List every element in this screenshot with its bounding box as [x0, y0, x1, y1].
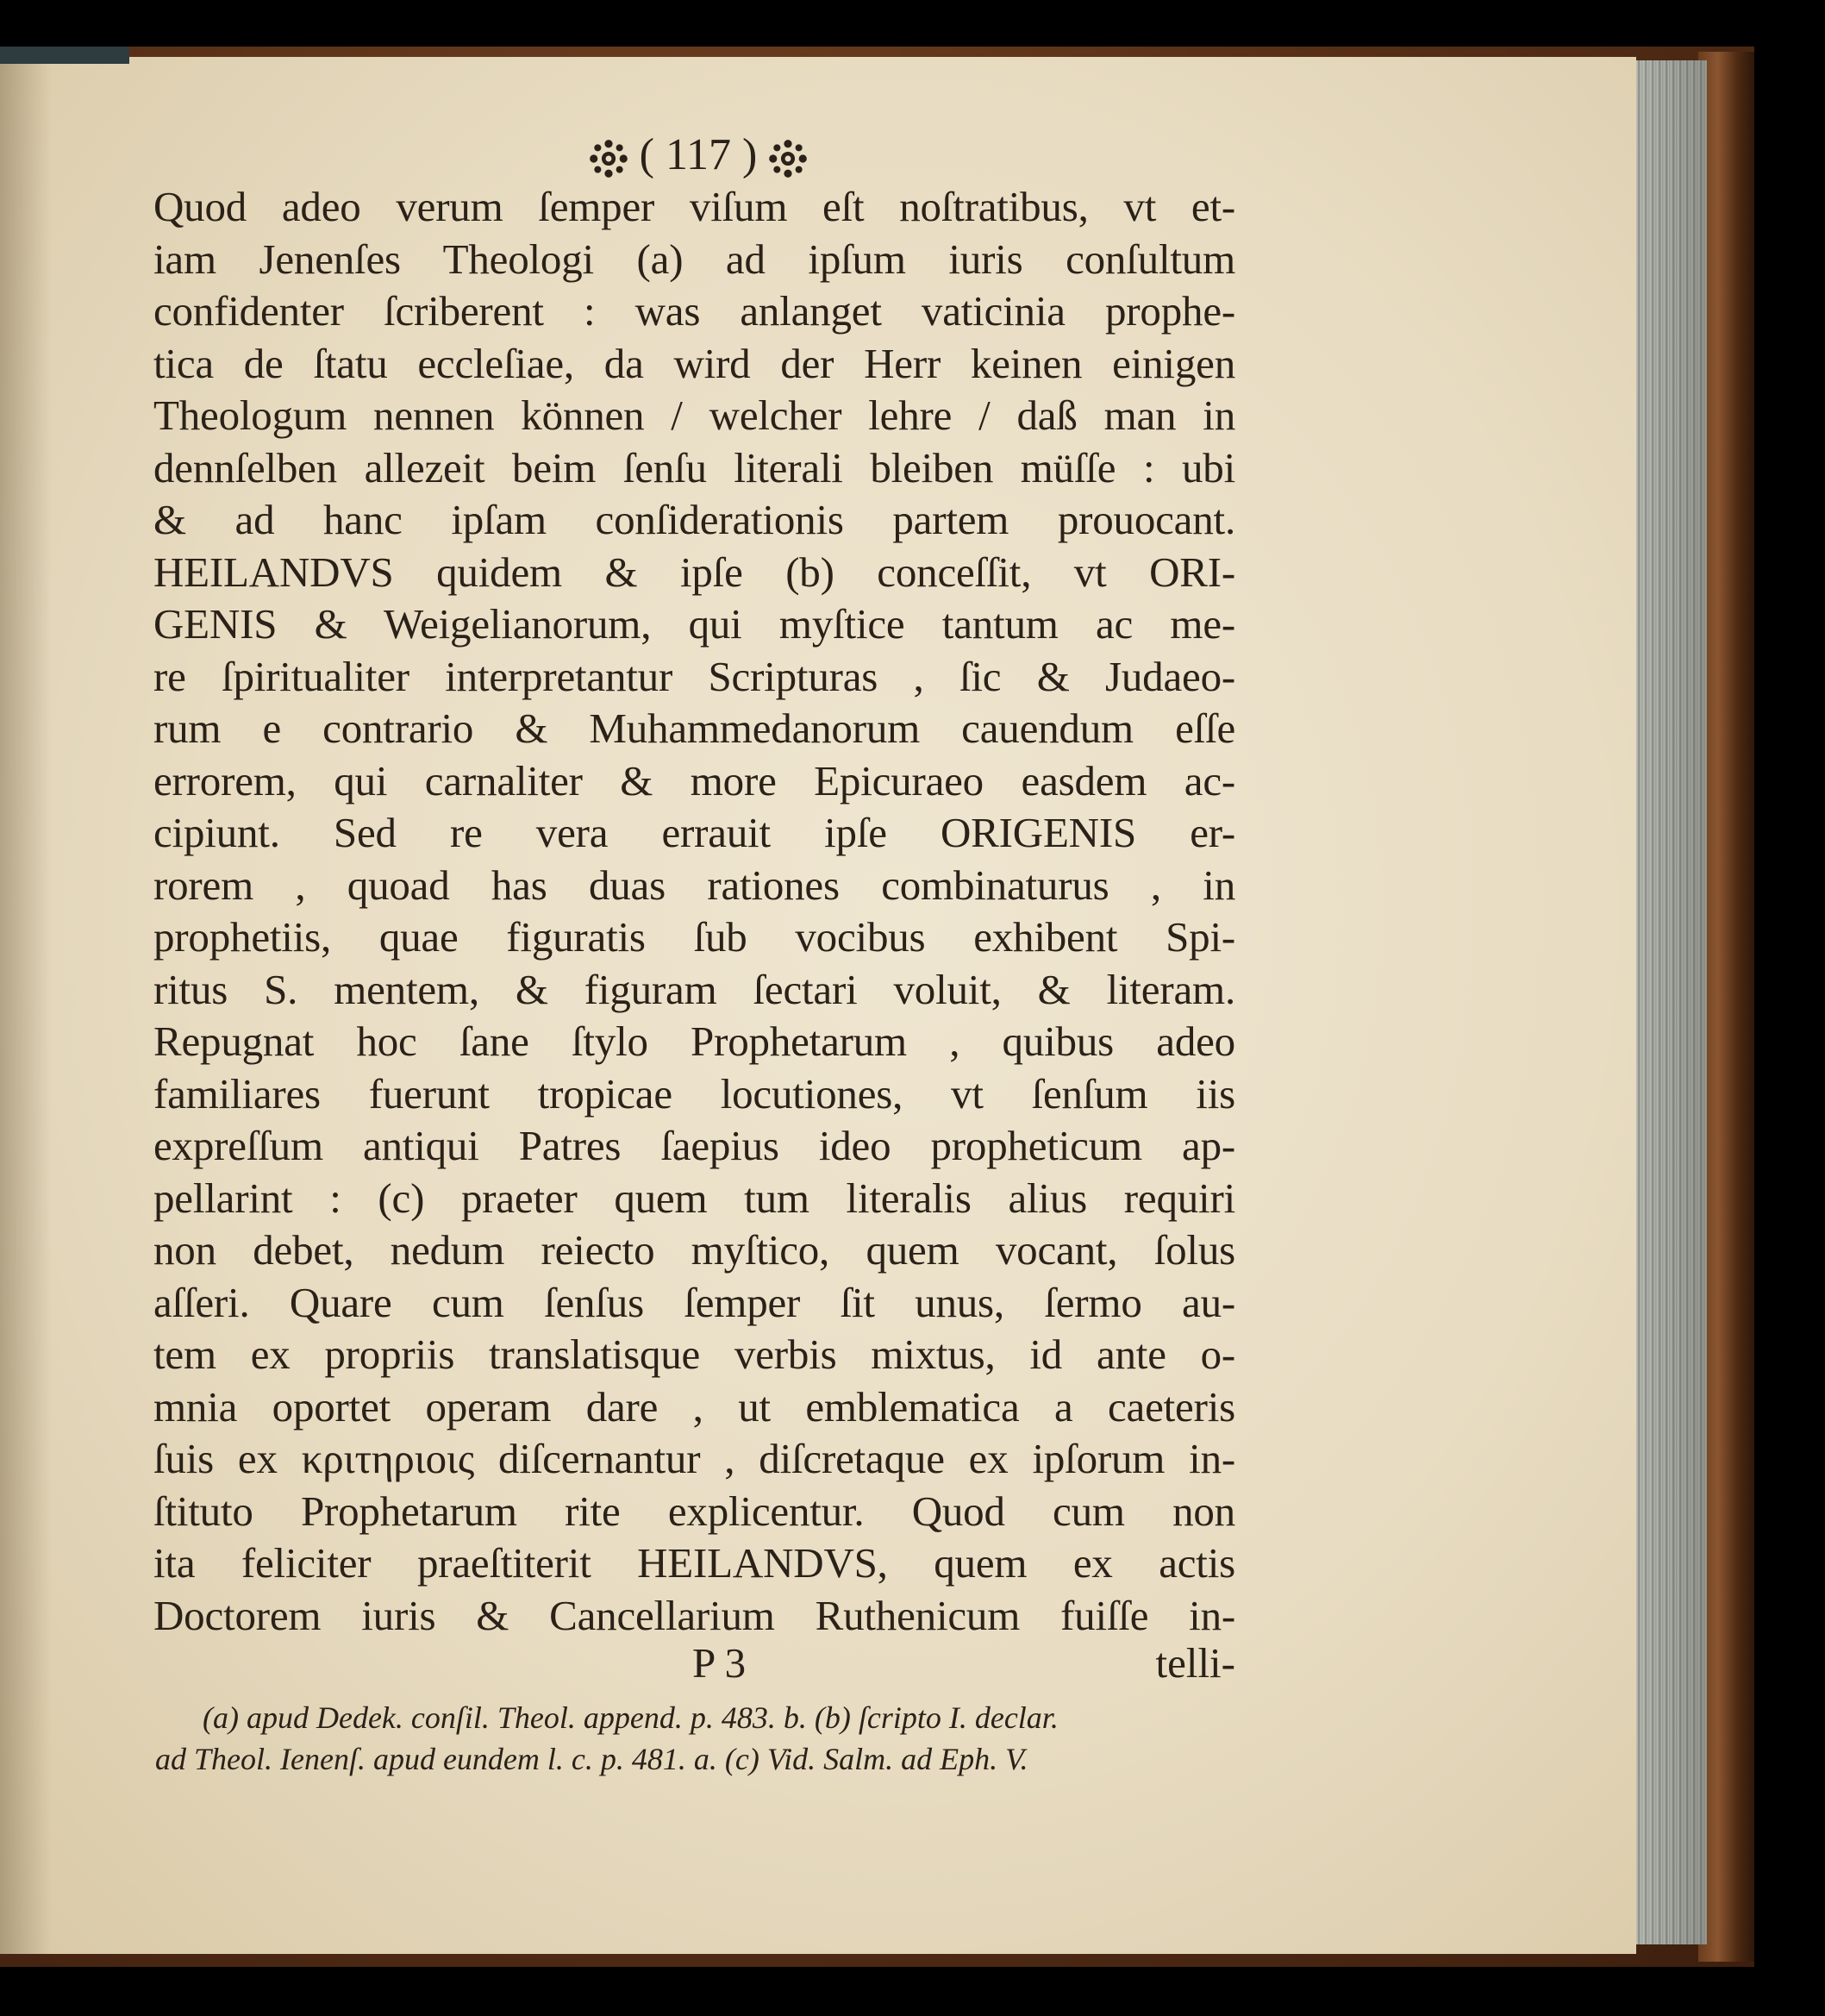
text-line: ritus S. mentem, & figuram ſectari voluit, & literam.: [153, 965, 1235, 1013]
text-line: tem ex propriis translatisque verbis mixtus, id ante o-: [153, 1330, 1235, 1378]
text-line: ſuis ex κριτηριοις diſcernantur , diſcretaque ex ipſorum in-: [153, 1435, 1235, 1482]
ornament-right-icon: [768, 139, 808, 178]
text-line: ſtituto Prophetarum rite explicentur. Quod cum non: [153, 1487, 1235, 1535]
text-line: rum e contrario & Muhammedanorum cauendum eſſe: [153, 704, 1235, 752]
text-line: tica de ſtatu eccleſiae, da wird der Herr keinen einigen: [153, 339, 1235, 387]
text-line: mnia oportet operam dare , ut emblematica a caeteris: [153, 1382, 1235, 1431]
text-line: ita feliciter praeſtiterit HEILANDVS, quem ex actis: [153, 1539, 1235, 1587]
page-number: ( 117 ): [639, 130, 758, 179]
text-line: confidenter ſcriberent : was anlanget vaticinia prophe-: [153, 287, 1235, 335]
signature-mark: P 3: [692, 1639, 747, 1687]
page-edges-shade: [1628, 60, 1707, 1944]
page-footer-line: [153, 1638, 1235, 1690]
text-line: HEILANDVS quidem & ipſe (b) conceſſit, vt ORI-: [153, 548, 1235, 596]
text-line: prophetiis, quae figuratis ſub vocibus exhibent Spi-: [153, 913, 1235, 961]
binding-strip: [0, 47, 129, 64]
text-line: Theologum nennen können / welcher lehre / daß man in: [153, 391, 1235, 439]
text-line: Quod adeo verum ſemper viſum eſt noſtratibus, vt et-: [153, 183, 1235, 230]
footnote-line: (a) apud Dedek. conſil. Theol. append. p. 483. b. (b) ſcripto I. declar.: [203, 1700, 1059, 1735]
text-line: pellarint : (c) praeter quem tum literalis alius requiri: [153, 1174, 1235, 1222]
text-line: errorem, qui carnaliter & more Epicuraeo easdem ac-: [153, 756, 1235, 805]
body-text: [153, 181, 1235, 1642]
text-line: & ad hanc ipſam conſiderationis partem prouocant.: [153, 496, 1235, 543]
footnote-line: ad Theol. Ienenſ. apud eundem l. c. p. 481. a. (c) Vid. Salm. ad Eph. V.: [155, 1742, 1028, 1776]
text-line: rorem , quoad has duas rationes combinaturus , in: [153, 861, 1235, 909]
text-line: familiares fuerunt tropicae locutiones, vt ſenſum iis: [153, 1069, 1235, 1118]
text-line: non debet, nedum reiecto myſtico, quem vocant, ſolus: [153, 1226, 1235, 1274]
text-line: GENIS & Weigelianorum, qui myſtice tantum ac me-: [153, 600, 1235, 648]
text-line: iam Jenenſes Theologi (a) ad ipſum iuris conſultum: [153, 235, 1235, 283]
text-line: Doctorem iuris & Cancellarium Ruthenicum fuiſſe in-: [153, 1591, 1235, 1639]
paper-gutter-shadow: [0, 57, 52, 1954]
ornament-left-icon: [589, 139, 628, 178]
catchword: telli-: [1155, 1639, 1235, 1687]
footnotes: [155, 1697, 1237, 1780]
text-line: Repugnat hoc ſane ſtylo Prophetarum , quibus adeo: [153, 1017, 1235, 1065]
text-line: expreſſum antiqui Patres ſaepius ideo propheticum ap-: [153, 1122, 1235, 1169]
text-line: dennſelben allezeit beim ſenſu literali bleiben müſſe : ubi: [153, 443, 1235, 491]
text-line: aſſeri. Quare cum ſenſus ſemper ſit unus, ſermo au-: [153, 1278, 1235, 1326]
text-line: cipiunt. Sed re vera errauit ipſe ORIGENIS er-: [153, 809, 1235, 856]
text-line: re ſpiritualiter interpretantur Scripturas , ſic & Judaeo-: [153, 652, 1235, 700]
